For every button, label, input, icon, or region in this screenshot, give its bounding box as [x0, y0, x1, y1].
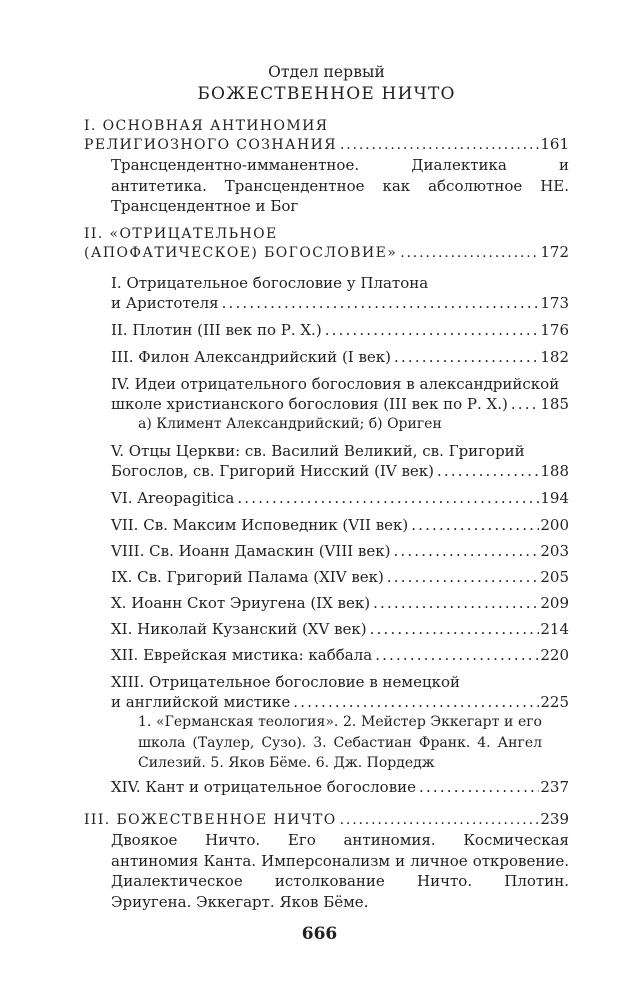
section-14-page: 237: [540, 778, 569, 796]
section-3-page: 182: [540, 348, 569, 366]
section-13-line1: XIII. Отрицательное богословие в немецкой: [111, 673, 460, 691]
section-5-page: 188: [540, 462, 569, 480]
dot-leader: [219, 293, 540, 313]
section-13-page: 225: [540, 693, 569, 711]
chapter-3-page: 239: [540, 810, 569, 828]
section-1-line2: и Аристотеля: [111, 294, 219, 312]
dot-leader: [372, 645, 539, 665]
dot-leader: [508, 394, 540, 414]
section-4-note: а) Климент Александрийский; б) Ориген: [138, 416, 442, 432]
section-10-entry[interactable]: [111, 593, 569, 613]
dot-leader: [367, 619, 540, 639]
section-8-entry[interactable]: [111, 541, 569, 561]
section-3-entry[interactable]: [111, 347, 569, 367]
dot-leader: [370, 593, 539, 613]
section-5-entry[interactable]: [111, 461, 569, 481]
section-7-title: VII. Св. Максим Исповедник (VII век): [111, 516, 409, 534]
section-6-entry[interactable]: [111, 488, 569, 508]
part-subtitle: Отдел первый: [268, 63, 385, 81]
dot-leader: [290, 692, 539, 712]
section-11-page: 214: [540, 620, 569, 638]
dot-leader: [434, 461, 539, 481]
chapter-2-entry[interactable]: [84, 242, 569, 263]
chapter-1-title-line1: I. ОСНОВНАЯ АНТИНОМИЯ: [84, 118, 329, 134]
dot-leader: [397, 243, 539, 263]
section-7-entry[interactable]: [111, 515, 569, 535]
section-12-title: XII. Еврейская мистика: каббала: [111, 646, 373, 664]
section-12-page: 220: [540, 646, 569, 664]
section-13-entry[interactable]: [111, 692, 569, 712]
section-5-line1: V. Отцы Церкви: св. Василий Великий, св. Григорий: [111, 442, 525, 460]
chapter-1-page: 161: [540, 135, 569, 153]
section-2-page: 176: [540, 321, 569, 339]
page-number: 666: [301, 924, 338, 944]
dot-leader: [322, 320, 540, 340]
chapter-2-title-line2: (АПОФАТИЧЕСКОЕ) БОГОСЛОВИЕ»: [84, 245, 398, 261]
chapter-3-summary: Двоякое Ничто. Его антиномия. Космическая антиномия Канта. Имперсонализм и личное откровение. Диалектическое истолкование Ничто. Плотин. Эриугена. Эккегарт. Яков Бёме.: [111, 831, 569, 911]
section-4-line1: IV. Идеи отрицательного богословия в александрийской: [111, 375, 560, 393]
section-3-title: III. Филон Александрийский (I век): [111, 348, 392, 366]
section-13-line2: и английской мистике: [111, 693, 291, 711]
section-9-entry[interactable]: [111, 567, 569, 587]
section-4-page: 185: [540, 395, 569, 413]
dot-leader: [384, 567, 539, 587]
section-9-page: 205: [540, 568, 569, 586]
section-6-page: 194: [540, 489, 569, 507]
section-8-page: 203: [540, 542, 569, 560]
section-13-note: 1. «Германская теология». 2. Мейстер Эккегарт и его школа (Таулер, Сузо). 3. Себастиан Франк. 4. Ангел Силезий. 5. Яков Бёме. 6. Дж. Пордедж: [138, 714, 542, 771]
section-2-title: II. Плотин (III век по Р. Х.): [111, 321, 322, 339]
part-title: БОЖЕСТВЕННОЕ НИЧТО: [197, 84, 456, 104]
dot-leader: [416, 777, 539, 797]
section-5-line2: Богослов, св. Григорий Нисский (IV век): [111, 462, 434, 480]
section-1-page: 173: [540, 294, 569, 312]
dot-leader: [391, 541, 540, 561]
dot-leader: [391, 347, 539, 367]
section-1-line1: I. Отрицательное богословие у Платона: [111, 274, 429, 292]
section-2-entry[interactable]: [111, 320, 569, 340]
section-14-title: XIV. Кант и отрицательное богословие: [111, 778, 417, 796]
section-7-page: 200: [540, 516, 569, 534]
chapter-1-title-line2: РЕЛИГИОЗНОГО СОЗНАНИЯ: [84, 137, 337, 153]
chapter-2-page: 172: [540, 243, 569, 261]
chapter-1-summary: Трансцендентно-имманентное. Диалектика и антитетика. Трансцендентное как абсолютное НЕ. Трансцендентное и Бог: [111, 156, 569, 215]
dot-leader: [337, 135, 539, 155]
section-12-entry[interactable]: [111, 645, 569, 665]
dot-leader: [408, 515, 539, 535]
dot-leader: [337, 810, 540, 830]
chapter-3-entry[interactable]: [84, 809, 569, 830]
section-4-entry[interactable]: [111, 394, 569, 414]
chapter-2-title-line1: II. «ОТРИЦАТЕЛЬНОЕ: [84, 226, 278, 242]
chapter-3-title: III. БОЖЕСТВЕННОЕ НИЧТО: [84, 812, 337, 828]
section-8-title: VIII. Св. Иоанн Дамаскин (VIII век): [111, 542, 391, 560]
section-4-line2: школе христианского богословия (III век по Р. Х.): [111, 395, 508, 413]
section-1-entry[interactable]: [111, 293, 569, 313]
section-6-title: VI. Areopagitica: [111, 489, 235, 507]
section-10-title: X. Иоанн Скот Эриугена (IX век): [111, 594, 371, 612]
section-11-title: XI. Николай Кузанский (XV век): [111, 620, 367, 638]
dot-leader: [234, 488, 539, 508]
section-11-entry[interactable]: [111, 619, 569, 639]
section-10-page: 209: [540, 594, 569, 612]
section-9-title: IX. Св. Григорий Палама (XIV век): [111, 568, 384, 586]
section-14-entry[interactable]: [111, 777, 569, 797]
chapter-1-entry[interactable]: [84, 134, 569, 155]
